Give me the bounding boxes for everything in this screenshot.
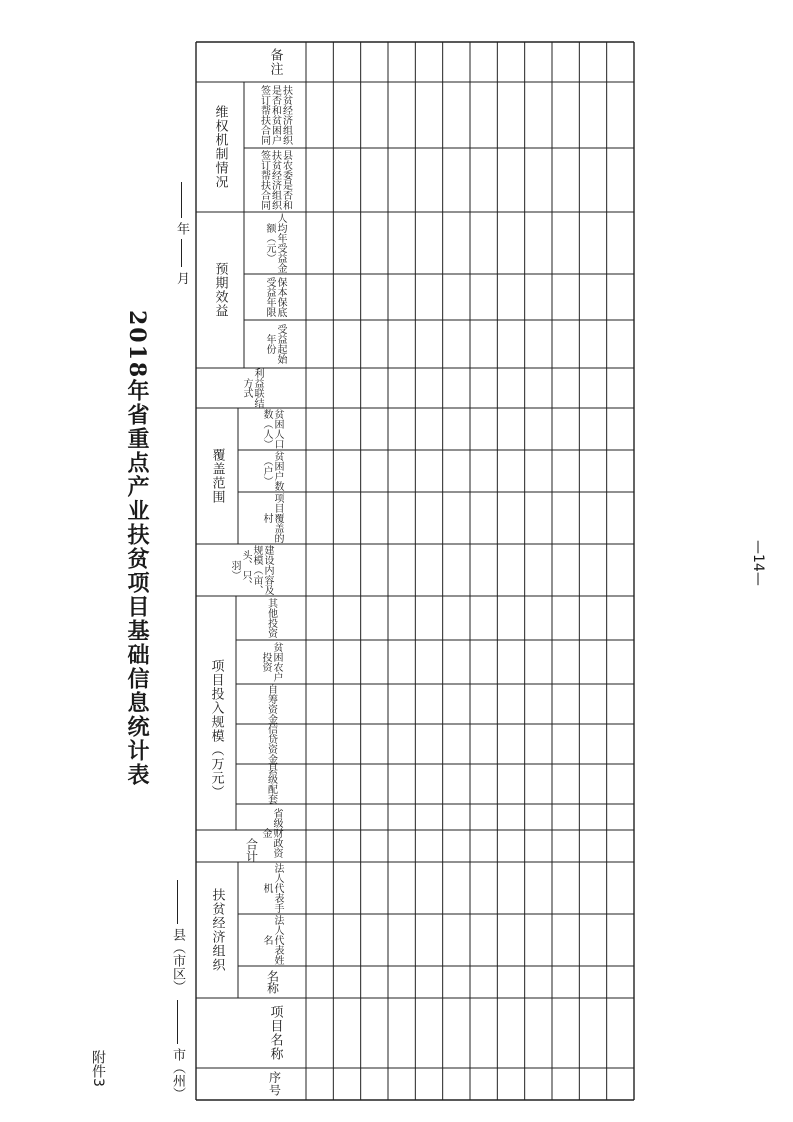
header-coverage-villages: 项目覆盖的村	[261, 493, 283, 543]
county-label: 县（市区）	[170, 928, 185, 994]
header-construction: 建设内容及规模（亩、头、只、羽）	[229, 545, 273, 595]
header-seq: 序号	[267, 1071, 282, 1097]
header-rights-county: 县农委是否和扶贫经济组织签订帮扶合同	[258, 150, 292, 210]
header-expected-group: 预期效益	[212, 262, 228, 318]
year-label: 年	[174, 222, 189, 236]
header-coverage-people: 贫困人口数（人）	[261, 409, 283, 449]
header-invest-self: 自筹资金	[265, 684, 277, 724]
header-rights-group: 维权机制情况	[212, 105, 228, 189]
header-expected-start: 受益起始年份	[264, 324, 286, 364]
attachment-label: 附件3	[90, 1050, 106, 1087]
header-benefit-link: 利益联结方式	[241, 368, 263, 408]
header-invest-loan: 信贷资金	[265, 724, 277, 764]
header-invest-province: 省级财政资金	[260, 808, 282, 858]
header-org-name: 名称	[265, 970, 280, 994]
header-invest-group: 项目投入规模（万元）	[208, 659, 224, 799]
page-title: 2018年省重点产业扶贫项目基础信息统计表	[124, 310, 150, 788]
header-remarks: 备注	[267, 48, 283, 76]
header-org-rep-phone: 法人代表手机	[261, 863, 283, 913]
header-invest-county: 县级配套	[265, 764, 277, 804]
header-invest-farmer: 贫困农户投资	[260, 642, 282, 682]
header-project-name: 项目名称	[267, 1005, 283, 1061]
header-expected-years: 保本保底受益年限	[264, 277, 286, 317]
header-rights-org: 扶贫经济组织是否和贫困户签订帮扶合同	[258, 85, 292, 145]
header-invest-other: 其他投资	[265, 598, 277, 638]
header-coverage-group: 覆盖范围	[209, 448, 225, 504]
header-org-rep-name: 法人代表姓名	[261, 915, 283, 965]
city-label: 市（州）	[170, 1048, 185, 1101]
header-expected-income: 人均年受益金额（元）	[264, 213, 286, 273]
header-org-group: 扶贫经济组织	[209, 888, 225, 972]
header-invest-total: 合计	[244, 838, 259, 862]
header-coverage-households: 贫困户数（户）	[261, 451, 283, 491]
page-number: —14—	[750, 540, 766, 586]
month-label: 月	[174, 271, 189, 285]
